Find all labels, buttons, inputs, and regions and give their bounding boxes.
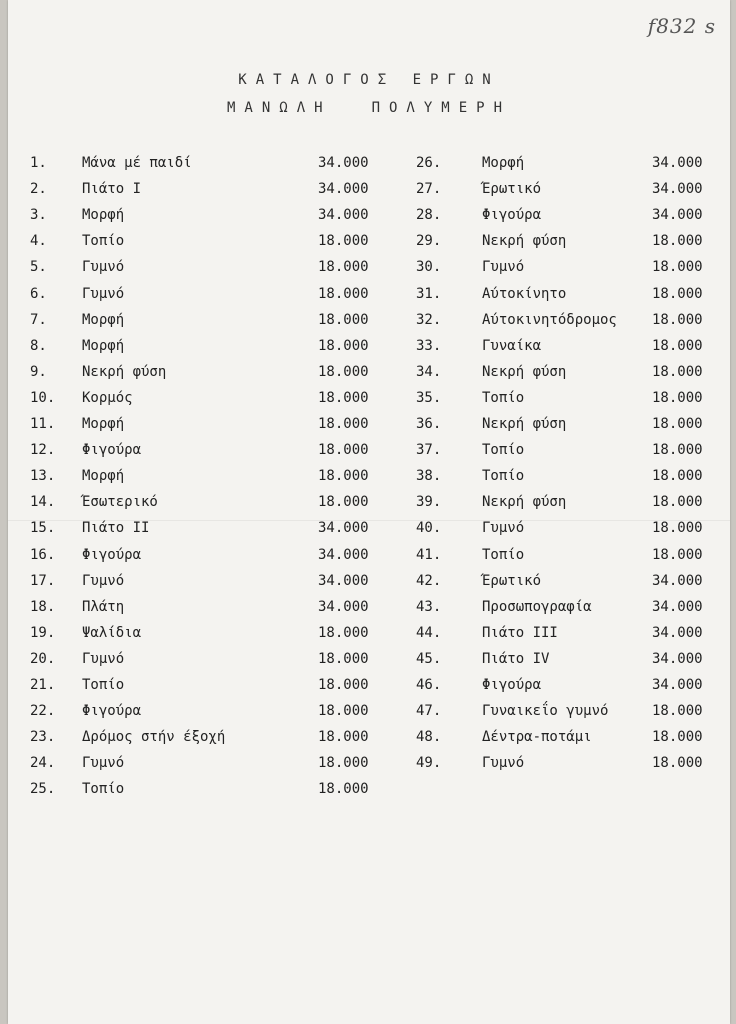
work-price: 18.000	[318, 311, 369, 328]
work-price: 18.000	[318, 624, 369, 641]
work-price: 34.000	[652, 572, 703, 589]
work-number: 46.	[416, 677, 442, 693]
work-entry	[416, 152, 726, 174]
work-price: 18.000	[318, 468, 369, 485]
work-entry	[416, 570, 726, 592]
work-number: 37.	[416, 442, 442, 459]
work-entry	[30, 387, 390, 409]
work-entry	[416, 309, 726, 331]
work-number: 11.	[30, 416, 56, 432]
work-title: Κορμός	[82, 389, 133, 406]
work-price: 18.000	[652, 363, 703, 380]
work-entry	[416, 413, 726, 435]
work-number: 47.	[416, 703, 442, 720]
work-entry	[416, 335, 726, 357]
work-title: Νεκρή φύση	[482, 233, 567, 250]
work-price: 18.000	[652, 233, 703, 250]
work-entry	[30, 361, 390, 383]
work-price: 34.000	[318, 546, 369, 563]
work-price: 18.000	[652, 311, 703, 328]
work-number: 13.	[30, 468, 56, 485]
work-entry	[30, 283, 390, 305]
work-number: 19.	[30, 624, 56, 641]
work-title: Τοπίο	[82, 233, 125, 250]
work-number: 24.	[30, 755, 56, 772]
work-price: 18.000	[652, 494, 703, 511]
work-number: 41.	[416, 546, 442, 563]
work-entry	[30, 570, 390, 592]
work-price: 34.000	[318, 181, 369, 198]
work-number: 18.	[30, 598, 56, 615]
work-title: Γυναικεΐο γυμνό	[482, 703, 609, 720]
work-number: 36.	[416, 416, 442, 432]
work-title: Τοπίο	[482, 389, 525, 406]
work-title: Δρόμος στήν έξοχή	[82, 729, 226, 746]
work-entry	[30, 700, 390, 722]
work-title: Γυμνό	[82, 650, 125, 667]
work-entry	[30, 465, 390, 487]
work-title: Νεκρή φύση	[482, 363, 567, 380]
work-price: 18.000	[318, 442, 369, 459]
work-title: Νεκρή φύση	[482, 494, 567, 511]
artist-first-name: ΜΑΝΩΛΗ	[226, 100, 332, 116]
work-title: Γυμνό	[82, 259, 125, 276]
work-title: Γυμνό	[82, 755, 125, 772]
work-entry	[416, 361, 726, 383]
work-entry	[30, 517, 390, 539]
work-price: 18.000	[318, 259, 369, 276]
work-title: Πιάτο ΙV	[482, 650, 550, 667]
work-title: Γυμνό	[482, 259, 525, 276]
work-number: 32.	[416, 311, 442, 328]
work-number: 1.	[30, 155, 47, 171]
work-number: 16.	[30, 546, 56, 563]
work-entry	[416, 204, 726, 226]
work-price: 18.000	[318, 416, 369, 432]
work-title: Γυμνό	[482, 520, 525, 537]
work-price: 18.000	[652, 416, 703, 432]
work-number: 2.	[30, 181, 47, 198]
work-entry	[30, 204, 390, 226]
work-entry	[416, 596, 726, 618]
work-price: 18.000	[652, 520, 703, 537]
work-title: Πλάτη	[82, 598, 125, 615]
work-number: 44.	[416, 624, 442, 641]
work-title: Ψαλίδια	[82, 624, 142, 641]
catalog-title: ΚΑΤΑΛΟΓΟΣ ΕΡΓΩΝ	[238, 72, 500, 88]
work-number: 30.	[416, 259, 442, 276]
work-title: Τοπίο	[82, 677, 125, 693]
work-price: 18.000	[652, 259, 703, 276]
work-price: 18.000	[318, 363, 369, 380]
work-entry	[416, 674, 726, 696]
work-entry	[416, 700, 726, 722]
work-title: Τοπίο	[82, 781, 125, 798]
work-number: 43.	[416, 598, 442, 615]
work-title: Έρωτικό	[482, 181, 542, 198]
work-number: 48.	[416, 729, 442, 746]
work-title: Μορφή	[482, 155, 525, 171]
work-price: 18.000	[652, 285, 703, 302]
work-number: 42.	[416, 572, 442, 589]
work-title: Τοπίο	[482, 468, 525, 485]
work-price: 18.000	[318, 755, 369, 772]
work-number: 35.	[416, 389, 442, 406]
work-price: 34.000	[652, 598, 703, 615]
work-entry	[30, 622, 390, 644]
work-entry	[416, 178, 726, 200]
work-entry	[30, 152, 390, 174]
work-title: Φιγούρα	[82, 442, 142, 459]
work-title: Έρωτικό	[482, 572, 542, 589]
work-price: 34.000	[652, 181, 703, 198]
work-price: 18.000	[318, 781, 369, 798]
artist-last-name: ΠΟΛΥΜΕΡΗ	[371, 100, 511, 116]
work-price: 18.000	[652, 389, 703, 406]
work-number: 20.	[30, 650, 56, 667]
work-entry	[30, 674, 390, 696]
work-number: 31.	[416, 285, 442, 302]
work-title: Φιγούρα	[82, 703, 142, 720]
work-number: 6.	[30, 285, 47, 302]
work-price: 18.000	[318, 285, 369, 302]
work-title: Γυναίκα	[482, 337, 542, 354]
work-price: 34.000	[318, 155, 369, 171]
work-price: 34.000	[318, 207, 369, 224]
artist-name	[8, 100, 730, 116]
work-number: 15.	[30, 520, 56, 537]
work-entry	[416, 726, 726, 748]
work-title: Δέντρα-ποτάμι	[482, 729, 592, 746]
work-entry	[416, 465, 726, 487]
work-title: Γυμνό	[82, 285, 125, 302]
work-number: 4.	[30, 233, 47, 250]
work-price: 18.000	[652, 729, 703, 746]
work-title: Μορφή	[82, 311, 125, 328]
work-entry	[30, 491, 390, 513]
work-title: Πιάτο ΙΙ	[82, 520, 150, 537]
work-entry	[30, 752, 390, 774]
work-title: Αύτοκίνητο	[482, 285, 567, 302]
work-title: Νεκρή φύση	[482, 416, 567, 432]
work-entry	[30, 726, 390, 748]
work-price: 18.000	[652, 337, 703, 354]
work-price: 18.000	[318, 729, 369, 746]
work-price: 18.000	[318, 650, 369, 667]
work-number: 9.	[30, 363, 47, 380]
work-title: Αύτοκινητόδρομος	[482, 311, 617, 328]
work-title: Τοπίο	[482, 442, 525, 459]
work-entry	[30, 544, 390, 566]
work-number: 45.	[416, 650, 442, 667]
work-number: 23.	[30, 729, 56, 746]
work-number: 25.	[30, 781, 56, 798]
work-number: 38.	[416, 468, 442, 485]
handwritten-note: f832 s	[647, 14, 716, 38]
work-price: 18.000	[318, 389, 369, 406]
work-number: 49.	[416, 755, 442, 772]
work-number: 40.	[416, 520, 442, 537]
work-entry	[416, 648, 726, 670]
work-price: 34.000	[318, 520, 369, 537]
work-price: 18.000	[318, 233, 369, 250]
work-number: 14.	[30, 494, 56, 511]
work-title: Φιγούρα	[82, 546, 142, 563]
work-number: 29.	[416, 233, 442, 250]
work-price: 18.000	[652, 468, 703, 485]
work-price: 18.000	[318, 494, 369, 511]
work-title: Γυμνό	[82, 572, 125, 589]
work-price: 18.000	[652, 546, 703, 563]
work-number: 26.	[416, 155, 442, 171]
work-entry	[416, 230, 726, 252]
work-number: 28.	[416, 207, 442, 224]
work-title: Φιγούρα	[482, 677, 542, 693]
work-price: 34.000	[318, 572, 369, 589]
work-price: 34.000	[318, 598, 369, 615]
work-title: Μορφή	[82, 337, 125, 354]
work-entry	[416, 491, 726, 513]
work-price: 18.000	[652, 755, 703, 772]
work-entry	[416, 517, 726, 539]
work-entry	[30, 596, 390, 618]
work-number: 22.	[30, 703, 56, 720]
work-entry	[30, 309, 390, 331]
work-number: 21.	[30, 677, 56, 693]
work-entry	[30, 439, 390, 461]
work-number: 17.	[30, 572, 56, 589]
work-price: 34.000	[652, 624, 703, 641]
work-entry	[416, 622, 726, 644]
work-price: 18.000	[652, 442, 703, 459]
work-title: Μορφή	[82, 468, 125, 485]
work-number: 39.	[416, 494, 442, 511]
work-entry	[30, 230, 390, 252]
work-price: 18.000	[318, 677, 369, 693]
work-entry	[30, 648, 390, 670]
work-title: Μορφή	[82, 207, 125, 224]
work-price: 34.000	[652, 207, 703, 224]
work-entry	[30, 178, 390, 200]
work-entry	[416, 256, 726, 278]
work-title: Πιάτο ΙΙΙ	[482, 624, 558, 641]
work-title: Τοπίο	[482, 546, 525, 563]
document-page	[8, 0, 730, 1024]
work-title: Γυμνό	[482, 755, 525, 772]
work-entry	[30, 778, 390, 800]
work-price: 34.000	[652, 155, 703, 171]
work-price: 18.000	[652, 703, 703, 720]
work-entry	[30, 256, 390, 278]
work-number: 8.	[30, 337, 47, 354]
work-price: 34.000	[652, 677, 703, 693]
work-entry	[30, 413, 390, 435]
work-title: Μορφή	[82, 416, 125, 432]
work-entry	[416, 439, 726, 461]
work-number: 5.	[30, 259, 47, 276]
work-entry	[416, 752, 726, 774]
work-number: 12.	[30, 442, 56, 459]
work-entry	[416, 544, 726, 566]
work-number: 10.	[30, 389, 56, 406]
work-number: 3.	[30, 207, 47, 224]
work-title: Νεκρή φύση	[82, 363, 167, 380]
work-title: Προσωπογραφία	[482, 598, 592, 615]
work-title: Μάνα μέ παιδί	[82, 155, 192, 171]
work-entry	[416, 283, 726, 305]
work-number: 33.	[416, 337, 442, 354]
work-entry	[30, 335, 390, 357]
work-number: 27.	[416, 181, 442, 198]
work-number: 34.	[416, 363, 442, 380]
work-number: 7.	[30, 311, 47, 328]
work-title: Πιάτο Ι	[82, 181, 142, 198]
work-entry	[416, 387, 726, 409]
work-title: Έσωτερικό	[82, 494, 158, 511]
work-price: 34.000	[652, 650, 703, 667]
work-price: 18.000	[318, 337, 369, 354]
work-price: 18.000	[318, 703, 369, 720]
work-title: Φιγούρα	[482, 207, 542, 224]
